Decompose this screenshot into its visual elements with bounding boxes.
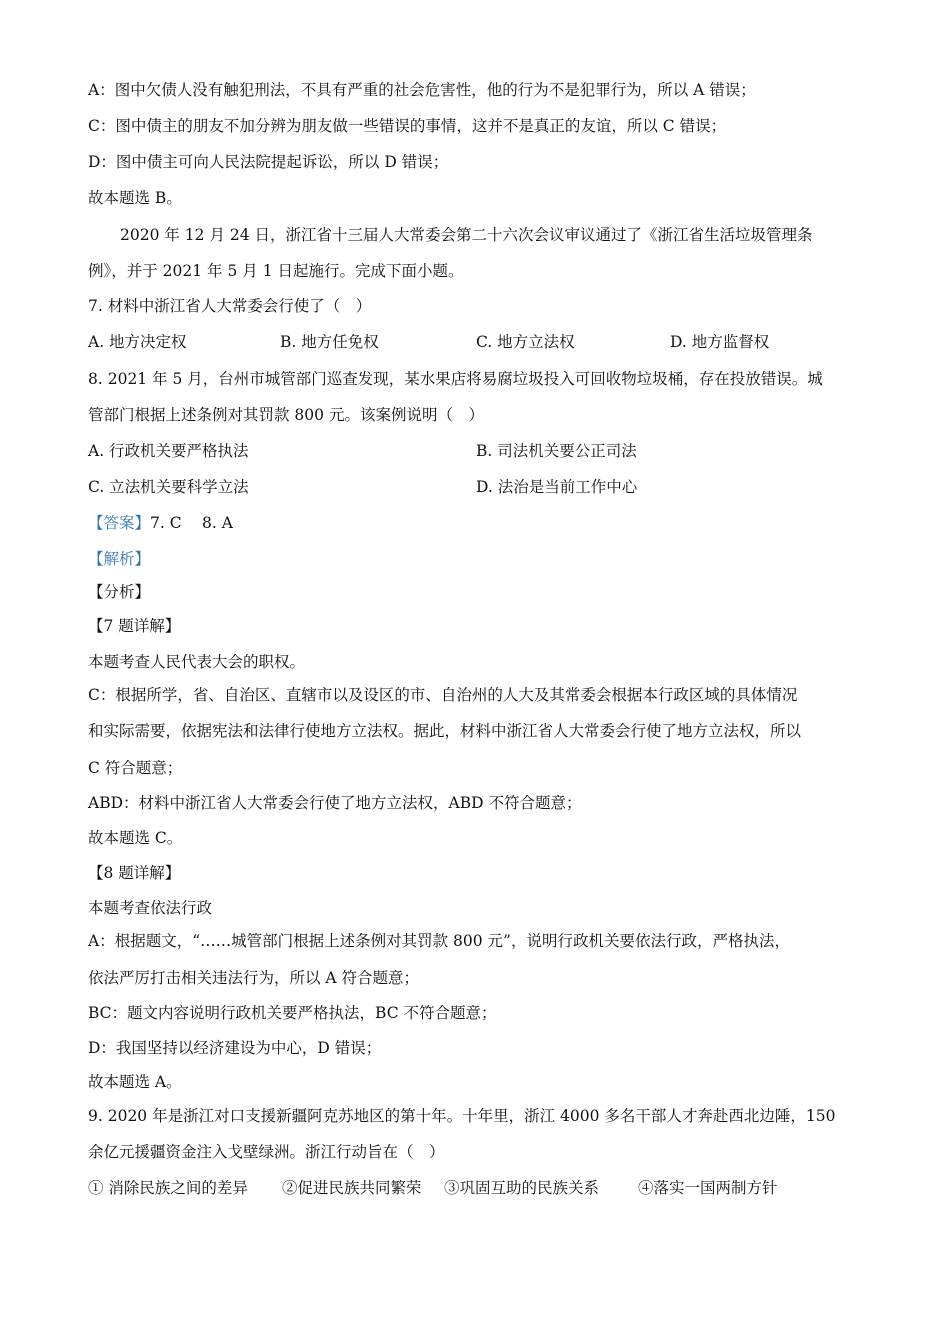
question-8-option-b: B. 司法机关要公正司法 xyxy=(476,442,637,460)
question-7-detail-line-4: C 符合题意； xyxy=(88,759,183,777)
question-8-option-a: A. 行政机关要严格执法 xyxy=(88,442,249,460)
explanation-line-d: D：图中债主可向人民法院提起诉讼，所以 D 错误； xyxy=(88,153,449,171)
question-8-detail-line-2: A：根据题文，“……城管部门根据上述条例对其罚款 800 元”，说明行政机关要依法行政，严格执法， xyxy=(88,932,790,950)
question-8-stem-line-2: 管部门根据上述条例对其罚款 800 元。该案例说明（ ） xyxy=(88,406,484,424)
question-7-option-b: B. 地方任免权 xyxy=(280,333,379,351)
question-8-detail-line-4: BC：题文内容说明行政机关要严格执法，BC 不符合题意； xyxy=(88,1004,497,1022)
question-9-option-1: ① 消除民族之间的差异 xyxy=(88,1179,248,1197)
explanation-line-c: C：图中债主的朋友不加分辨为朋友做一些错误的事情，这并不是真正的友谊，所以 C 错误； xyxy=(88,117,727,135)
question-8-detail-conclusion: 故本题选 A。 xyxy=(88,1073,182,1091)
question-7-detail-line-3: 和实际需要，依据宪法和法律行使地方立法权。据此，材料中浙江省人大常委会行使了地方立法权，所以 xyxy=(88,722,802,740)
material-paragraph-line-1: 2020 年 12 月 24 日，浙江省十三届人大常委会第二十六次会议审议通过了《浙江省生活垃圾管理条 xyxy=(120,226,813,244)
question-8-detail-heading: 【8 题详解】 xyxy=(88,864,181,882)
question-7-option-a: A. 地方决定权 xyxy=(88,333,187,351)
answer-tag: 【答案】 xyxy=(88,514,151,532)
question-7-option-c: C. 地方立法权 xyxy=(476,333,575,351)
conclusion-line: 故本题选 B。 xyxy=(88,189,182,207)
analysis-tag: 【分析】 xyxy=(88,583,151,601)
explanation-line-a: A：图中欠债人没有触犯刑法，不具有严重的社会危害性，他的行为不是犯罪行为，所以 A 错误； xyxy=(88,81,756,99)
question-7-detail-line-5: ABD：材料中浙江省人大常委会行使了地方立法权，ABD 不符合题意； xyxy=(88,794,582,812)
question-8-detail-line-1: 本题考查依法行政 xyxy=(88,899,213,917)
question-9-option-3: ③巩固互助的民族关系 xyxy=(444,1179,600,1197)
question-9-option-4: ④落实一国两制方针 xyxy=(638,1179,778,1197)
question-7-detail-line-2: C：根据所学，省、自治区、直辖市以及设区的市、自治州的人大及其常委会根据本行政区域的具体情况 xyxy=(88,686,798,704)
answer-line xyxy=(88,512,233,534)
question-9-stem-line-1: 9. 2020 年是浙江对口支援新疆阿克苏地区的第十年。十年里，浙江 4000 多名干部人才奔赴西北边陲，150 xyxy=(88,1107,836,1125)
question-7-option-d: D. 地方监督权 xyxy=(670,333,770,351)
question-7-detail-heading: 【7 题详解】 xyxy=(88,617,181,635)
question-7-stem: 7. 材料中浙江省人大常委会行使了（ ） xyxy=(88,297,372,315)
question-7-detail-conclusion: 故本题选 C。 xyxy=(88,829,183,847)
answer-text: 7. C 8. A xyxy=(150,514,233,532)
question-8-stem-line-1: 8. 2021 年 5 月，台州市城管部门巡查发现，某水果店将易腐垃圾投入可回收物垃圾桶，存在投放错误。城 xyxy=(88,370,823,388)
question-8-option-c: C. 立法机关要科学立法 xyxy=(88,478,249,496)
question-9-stem-line-2: 余亿元援疆资金注入戈壁绿洲。浙江行动旨在（ ） xyxy=(88,1143,445,1161)
explain-tag: 【解析】 xyxy=(88,550,151,568)
question-8-detail-line-3: 依法严厉打击相关违法行为，所以 A 符合题意； xyxy=(88,969,420,987)
question-8-detail-line-5: D：我国坚持以经济建设为中心，D 错误； xyxy=(88,1039,382,1057)
question-9-option-2: ②促进民族共同繁荣 xyxy=(282,1179,422,1197)
question-8-option-d: D. 法治是当前工作中心 xyxy=(476,478,638,496)
material-paragraph-line-2: 例》，并于 2021 年 5 月 1 日起施行。完成下面小题。 xyxy=(88,262,464,280)
question-7-detail-line-1: 本题考查人民代表大会的职权。 xyxy=(88,653,306,671)
